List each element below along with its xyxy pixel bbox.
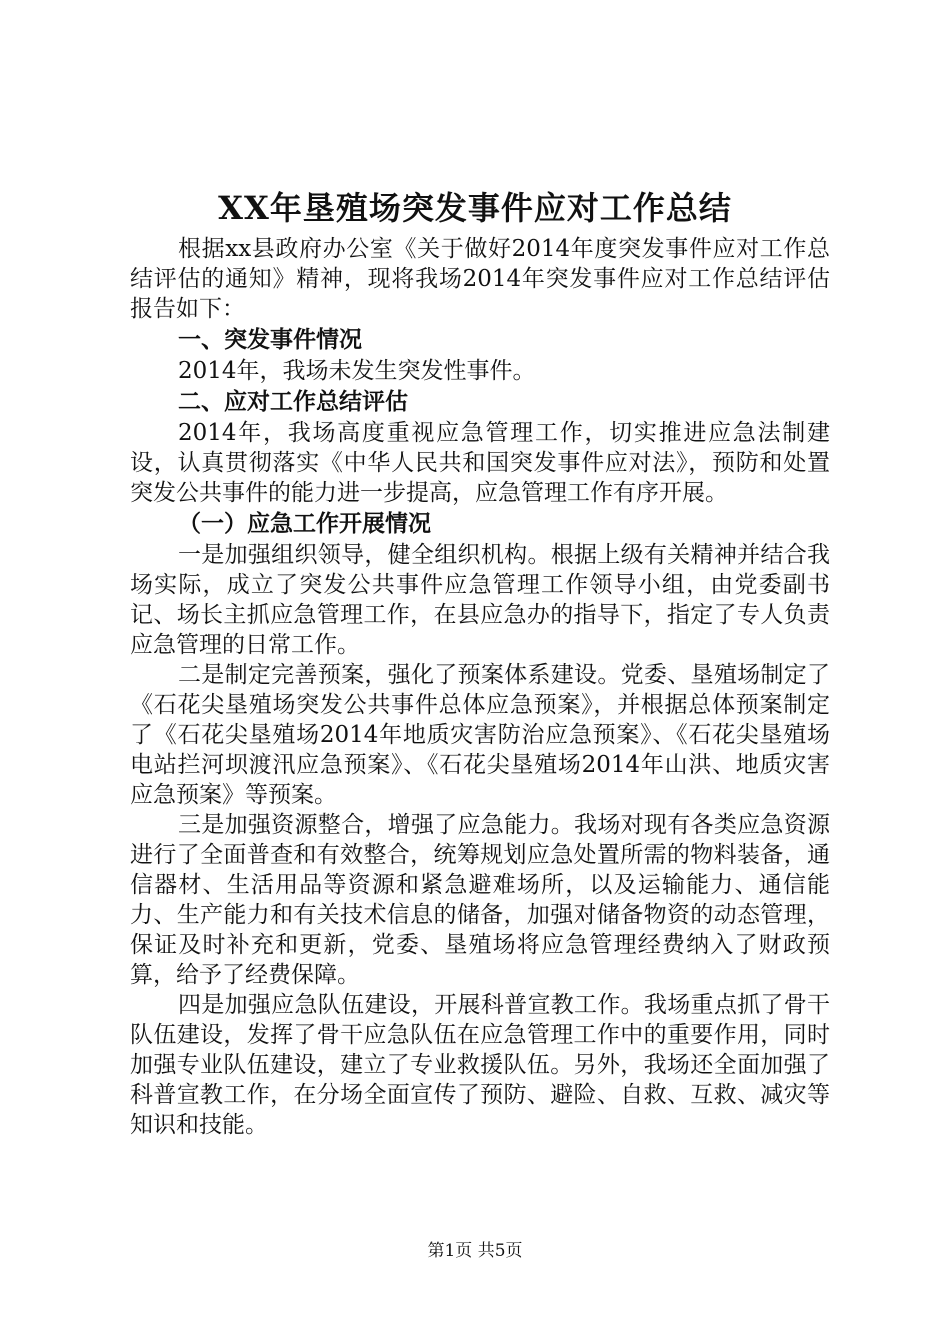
paragraph-teams: 四是加强应急队伍建设，开展科普宣教工作。我场重点抓了骨干队伍建设，发挥了骨干应急队伍在应急管理工作中的重要作用，同时加强专业队伍建设，建立了专业救援队伍。另外，我场还全面加强了科普宣教工作，在分场全面宣传了预防、避险、自救、互救、减灾等知识和技能。 [130,992,830,1138]
page-indicator: 第1页 共5页 [427,1241,523,1261]
section-1-paragraph: 2014年，我场未发生突发性事件。 [178,358,536,384]
section-heading-2: 二、应对工作总结评估 [178,389,408,415]
subsection-heading-1: （一）应急工作开展情况 [178,511,431,537]
paragraph-resources: 三是加强资源整合，增强了应急能力。我场对现有各类应急资源进行了全面普查和有效整合，统筹规划应急处置所需的物料装备，通信器材、生活用品等资源和紧急避难场所，以及运输能力、通信能力、生产能力和有关技术信息的储备，加强对储备物资的动态管理，保证及时补充和更新，党委、垦殖场将应急管理经费纳入了财政预算，给予了经费保障。 [130,812,830,988]
section-2-paragraph: 2014年，我场高度重视应急管理工作，切实推进应急法制建设，认真贯彻落实《中华人民共和国突发事件应对法》，预防和处置突发公共事件的能力进一步提高，应急管理工作有序开展。 [130,420,830,506]
intro-paragraph: 根据xx县政府办公室《关于做好2014年度突发事件应对工作总结评估的通知》精神，现将我场2014年突发事件应对工作总结评估报告如下： [130,236,830,322]
document-title: XX年垦殖场突发事件应对工作总结 [218,189,732,227]
document-body [130,234,830,1140]
section-heading-1: 一、突发事件情况 [178,327,362,353]
paragraph-plans: 二是制定完善预案，强化了预案体系建设。党委、垦殖场制定了《石花尖垦殖场突发公共事件总体应急预案》，并根据总体预案制定了《石花尖垦殖场2014年地质灾害防治应急预案》、《石花尖垦殖场电站拦河坝渡汛应急预案》、《石花尖垦殖场2014年山洪、地质灾害应急预案》等预案。 [130,662,830,808]
paragraph-organization: 一是加强组织领导，健全组织机构。根据上级有关精神并结合我场实际，成立了突发公共事件应急管理工作领导小组，由党委副书记、场长主抓应急管理工作，在县应急办的指导下，指定了专人负责应急管理的日常工作。 [130,542,830,658]
